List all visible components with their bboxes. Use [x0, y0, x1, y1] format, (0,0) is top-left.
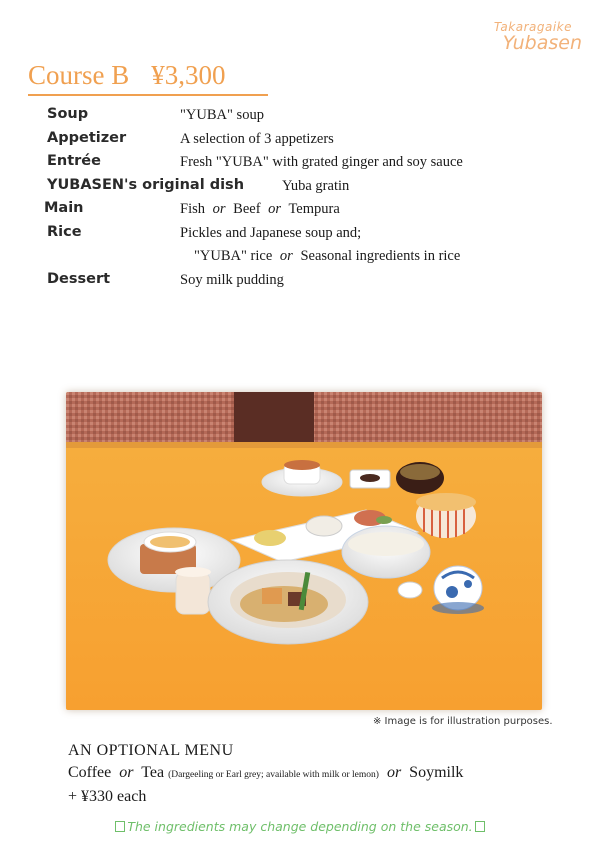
- course-menu: [44, 106, 584, 294]
- rice-option-seasonal: Seasonal ingredients in rice: [300, 248, 461, 264]
- menu-value: Yuba gratin: [282, 177, 350, 194]
- menu-label: Main: [44, 200, 84, 216]
- menu-label: YUBASEN's original dish: [47, 176, 245, 193]
- menu-value: Soy milk pudding: [180, 271, 284, 288]
- menu-value: Pickles and Japanese soup and;: [180, 224, 362, 241]
- box-icon: [115, 821, 125, 832]
- menu-label: Soup: [47, 106, 89, 122]
- menu-label: Entrée: [47, 153, 101, 169]
- meal-photo: [66, 392, 542, 710]
- brand-logo: [494, 20, 582, 54]
- main-option-tempura: Tempura: [288, 201, 340, 217]
- photo-disclaimer: ※ Image is for illustration purposes.: [373, 716, 553, 727]
- or-word: or: [119, 764, 134, 781]
- optional-price: + ¥330 each: [68, 788, 147, 805]
- optional-menu: [68, 740, 463, 808]
- menu-value: [194, 248, 460, 265]
- optional-item-soymilk: Soymilk: [409, 764, 464, 781]
- rice-option-yuba: "YUBA" rice: [194, 248, 273, 264]
- or-word: or: [386, 764, 402, 781]
- footer-text: The ingredients may change depending on the season.: [127, 819, 473, 834]
- brand-line2: Yubasen: [502, 32, 582, 54]
- optional-menu-heading: AN OPTIONAL MENU: [68, 742, 234, 759]
- menu-value: A selection of 3 appetizers: [180, 130, 334, 147]
- brand-line1: Takaragaike: [493, 20, 572, 34]
- menu-row-entree: [44, 153, 584, 177]
- menu-value: [180, 201, 340, 218]
- menu-row-main: [44, 200, 584, 224]
- season-footer: [0, 819, 600, 834]
- course-name: Course B: [28, 60, 130, 90]
- menu-value: Fresh "YUBA" with grated ginger and soy sauce: [180, 154, 463, 170]
- optional-item-tea: Tea: [141, 764, 165, 781]
- menu-row-rice-continued: [44, 247, 584, 271]
- optional-item-coffee: Coffee: [68, 764, 112, 781]
- menu-label: Dessert: [47, 270, 111, 287]
- or-word: or: [212, 201, 226, 217]
- menu-value: "YUBA" soup: [180, 107, 264, 123]
- menu-label: Appetizer: [47, 129, 127, 146]
- course-price: ¥3,300: [151, 60, 226, 90]
- or-word: or: [279, 248, 293, 264]
- or-word: or: [268, 201, 282, 217]
- menu-row-appetizer: [44, 130, 584, 154]
- menu-row-dessert: [44, 271, 584, 295]
- box-icon: [475, 821, 485, 832]
- tea-note: (Dargeeling or Earl grey; available with milk or lemon): [168, 770, 379, 780]
- course-title: [28, 60, 268, 96]
- menu-row-rice: [44, 224, 584, 248]
- menu-row-original-dish: [44, 177, 584, 201]
- main-option-beef: Beef: [233, 201, 261, 217]
- main-option-fish: Fish: [180, 201, 205, 217]
- menu-row-soup: [44, 106, 584, 130]
- optional-menu-items: [68, 762, 463, 786]
- menu-label: Rice: [47, 223, 82, 240]
